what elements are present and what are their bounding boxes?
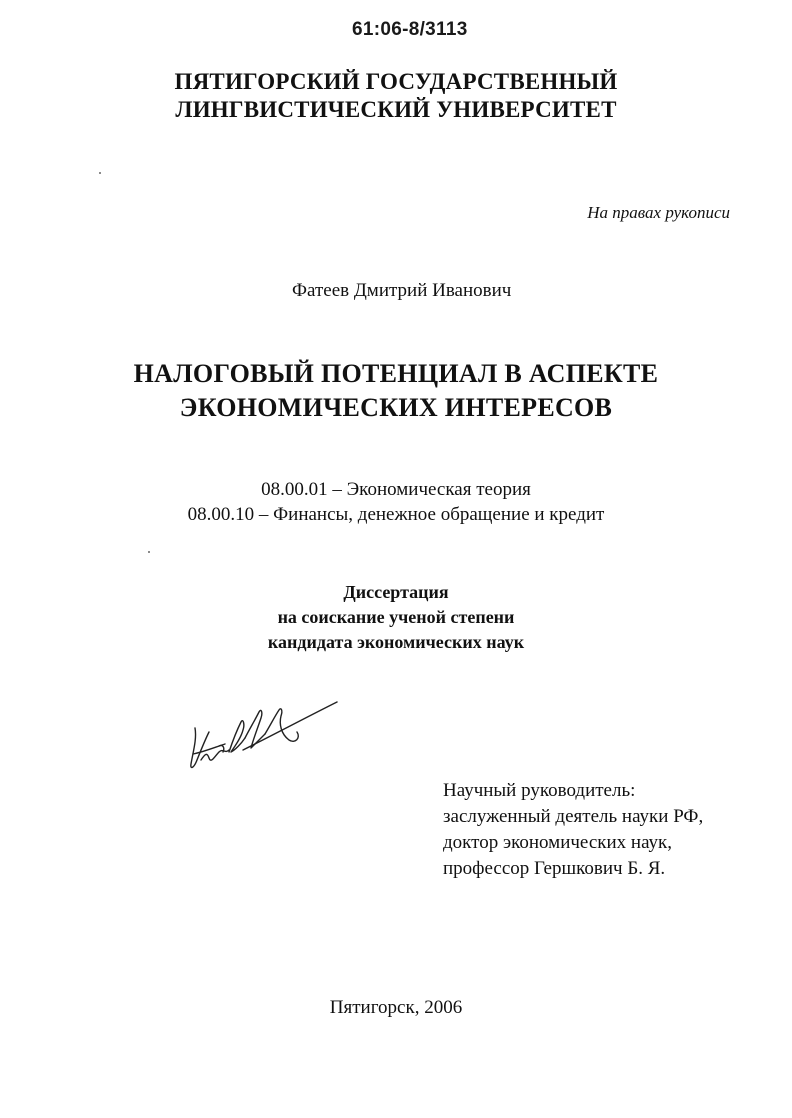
university-line-1: ПЯТИГОРСКИЙ ГОСУДАРСТВЕННЫЙ — [174, 69, 618, 94]
specialty-line-2: 08.00.10 – Финансы, денежное обращение и кредит — [187, 504, 605, 525]
degree-line-1: Диссертация — [343, 582, 449, 602]
supervisor-line-4: профессор Гершкович Б. Я. — [443, 858, 666, 879]
catalog-code: 61:06-8/3113 — [352, 19, 468, 40]
title-line-2: ЭКОНОМИЧЕСКИХ ИНТЕРЕСОВ — [179, 393, 613, 422]
supervisor-line-1: Научный руководитель: — [443, 780, 636, 801]
degree-statement — [0, 580, 792, 655]
specialty-line-1: 08.00.01 – Экономическая теория — [261, 479, 531, 500]
scientific-supervisor — [443, 778, 703, 882]
degree-line-3: кандидата экономических наук — [267, 632, 525, 652]
scan-speck — [99, 172, 101, 174]
supervisor-line-2: заслуженный деятель науки РФ, — [443, 806, 704, 827]
degree-line-2: на соискание ученой степени — [277, 607, 515, 627]
place-and-year: Пятигорск, 2006 — [329, 997, 463, 1018]
author-name: Фатеев Дмитрий Иванович — [292, 280, 512, 301]
handwritten-signature-icon — [185, 694, 345, 780]
university-name — [0, 68, 792, 124]
specialty-codes — [0, 477, 792, 527]
supervisor-line-3: доктор экономических наук, — [443, 832, 673, 853]
title-line-1: НАЛОГОВЫЙ ПОТЕНЦИАЛ В АСПЕКТЕ — [133, 359, 659, 388]
manuscript-note: На правах рукописи — [587, 203, 730, 222]
university-line-2: ЛИНГВИСТИЧЕСКИЙ УНИВЕРСИТЕТ — [175, 97, 617, 122]
dissertation-title — [0, 357, 792, 425]
scan-speck — [148, 551, 150, 553]
